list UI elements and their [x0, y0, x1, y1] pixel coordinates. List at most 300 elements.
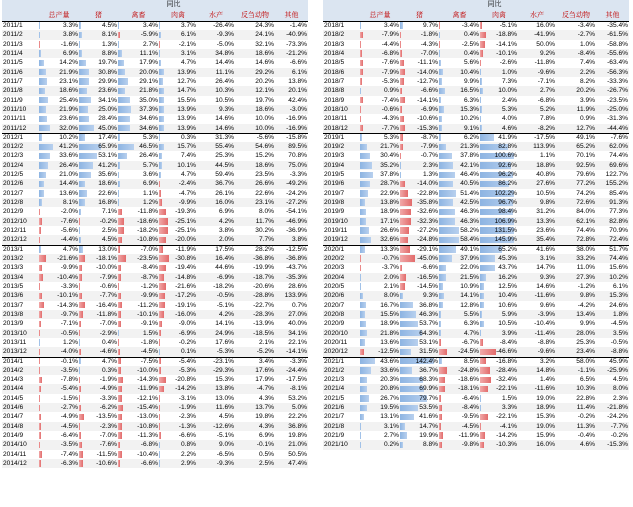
table-cell	[79, 282, 118, 291]
data-bar	[159, 265, 166, 272]
data-bar	[118, 32, 120, 39]
table-row	[2, 422, 308, 431]
data-bar	[39, 349, 40, 356]
cell-value: 11.1%	[215, 68, 234, 76]
cell-value: -3.4%	[577, 22, 595, 29]
cell-value: -55.6%	[607, 49, 628, 57]
data-bar	[39, 405, 40, 412]
cell-value: 26.1%	[215, 189, 234, 197]
table-cell	[118, 384, 159, 393]
data-bar	[439, 88, 445, 95]
cell-value: 9.9%	[579, 320, 595, 328]
table-cell	[480, 310, 518, 319]
table-cell	[400, 133, 439, 142]
data-bar	[79, 311, 83, 318]
table-cell	[79, 329, 118, 338]
data-bar	[400, 432, 407, 439]
table-cell	[439, 357, 480, 366]
cell-value: 19.7%	[98, 59, 117, 67]
table-cell	[197, 21, 235, 30]
data-bar	[159, 190, 161, 197]
cell-value: -3.7%	[381, 264, 399, 272]
table-cell	[197, 142, 235, 151]
cell-value: 3.8%	[218, 227, 234, 235]
data-bar	[480, 97, 481, 104]
cell-value: -4.0%	[60, 348, 78, 356]
table-cell	[556, 124, 596, 133]
data-bar	[118, 321, 121, 328]
data-bar	[39, 302, 44, 309]
data-bar	[79, 321, 81, 328]
data-bar	[400, 209, 411, 216]
cell-value: -17.2%	[175, 292, 196, 300]
cell-value: 30.2%	[255, 227, 274, 235]
data-bar	[400, 106, 402, 113]
table-cell	[197, 375, 235, 384]
table-cell	[518, 217, 556, 226]
table-cell	[235, 431, 275, 440]
table-cell	[596, 30, 629, 39]
data-bar	[39, 293, 42, 300]
table-row	[323, 49, 629, 58]
cell-value: -10.4%	[57, 273, 78, 281]
table-cell	[400, 384, 439, 393]
table-cell	[197, 291, 235, 300]
table-cell	[439, 68, 480, 77]
row-date: 2011/9	[3, 96, 23, 104]
table-cell	[39, 459, 79, 468]
cell-value: 65.9%	[98, 143, 117, 151]
cell-value: -14.5%	[417, 282, 438, 290]
cell-value: 13.1%	[380, 413, 399, 421]
cell-value: 10.5%	[536, 189, 555, 197]
cell-value: -29.3%	[213, 366, 234, 374]
data-bar	[118, 339, 119, 346]
table-cell	[596, 105, 629, 114]
data-bar	[159, 78, 163, 85]
table-cell	[360, 319, 400, 328]
table-cell	[360, 40, 400, 49]
table-cell	[275, 179, 308, 188]
table-cell	[518, 30, 556, 39]
column-header: 水产	[530, 12, 544, 19]
table-cell	[197, 105, 235, 114]
table-row	[323, 217, 629, 226]
table-cell	[197, 179, 235, 188]
table-cell	[518, 77, 556, 86]
data-bar	[39, 311, 42, 318]
data-bar	[480, 293, 484, 300]
table-cell	[439, 310, 480, 319]
column-header: 肉禽	[492, 12, 506, 19]
data-bar	[79, 302, 85, 309]
table-cell	[400, 58, 439, 67]
cell-value: -1.2%	[140, 282, 158, 290]
cell-value: -6.9%	[178, 329, 196, 337]
row-date: 2021/9	[324, 432, 345, 440]
table-cell	[275, 30, 308, 39]
table-cell	[439, 179, 480, 188]
table-cell	[360, 179, 400, 188]
cell-value: -26.7%	[607, 87, 628, 95]
cell-value: 4.5%	[612, 376, 628, 384]
table-cell	[118, 68, 159, 77]
cell-value: 10.2%	[460, 115, 479, 123]
cell-value: 16.0%	[215, 199, 234, 207]
cell-value: 43.7%	[498, 264, 517, 272]
table-row	[323, 40, 629, 49]
data-bar	[39, 432, 41, 439]
table-row	[323, 142, 629, 151]
table-cell	[39, 40, 79, 49]
table-cell	[79, 207, 118, 216]
table-cell	[596, 96, 629, 105]
cell-value: 16.0%	[536, 22, 555, 29]
data-bar	[480, 386, 488, 393]
table-cell	[439, 273, 480, 282]
cell-value: 11.0%	[576, 264, 595, 272]
cell-value: 9.8%	[579, 292, 595, 300]
table-cell	[275, 347, 308, 356]
cell-value: -10.1%	[137, 310, 158, 318]
data-bar	[159, 274, 164, 281]
cell-value: 20.8%	[380, 385, 399, 393]
table-cell	[159, 329, 197, 338]
table-cell	[79, 151, 118, 160]
data-bar	[400, 22, 403, 29]
data-bar	[39, 97, 48, 104]
data-bar	[39, 153, 50, 160]
cell-value: -8.1%	[289, 385, 307, 393]
table-cell	[480, 357, 518, 366]
table-cell	[360, 49, 400, 58]
table-cell	[556, 161, 596, 170]
data-bar	[118, 50, 122, 57]
cell-value: -5.6%	[256, 133, 274, 141]
table-cell	[79, 412, 118, 421]
cell-value: 41.6%	[419, 413, 438, 421]
cell-value: 100.6%	[494, 152, 517, 160]
data-bar	[159, 358, 161, 365]
cell-value: -4.6%	[99, 348, 117, 356]
cell-value: -0.5%	[60, 329, 78, 337]
cell-value: -6.6%	[420, 87, 438, 95]
cell-value: 26.4%	[59, 161, 78, 169]
table-cell	[360, 431, 400, 440]
cell-value: -3.1%	[178, 394, 196, 402]
data-bar	[480, 405, 481, 412]
cell-value: 46.3%	[460, 217, 479, 225]
data-bar	[400, 442, 403, 449]
table-cell	[235, 58, 275, 67]
cell-value: -3.9%	[537, 310, 555, 318]
data-bar	[79, 134, 85, 141]
row-date: 2013/1	[3, 245, 24, 253]
table-cell	[556, 384, 596, 393]
cell-value: -9.5%	[461, 413, 479, 421]
cell-value: 38.0%	[576, 245, 595, 253]
data-bar	[480, 283, 484, 290]
cell-value: -11.9%	[175, 245, 196, 253]
table-cell	[159, 189, 197, 198]
data-bar	[439, 311, 441, 318]
cell-value: -16.8%	[496, 357, 517, 365]
cell-value: 2.5%	[258, 460, 274, 468]
column-header: 水产	[209, 12, 223, 19]
data-bar	[79, 395, 80, 402]
data-bar	[118, 246, 120, 253]
cell-value: 4.5%	[101, 22, 117, 29]
table-cell	[79, 105, 118, 114]
table-row	[323, 30, 629, 39]
table-cell	[556, 338, 596, 347]
table-cell	[596, 254, 629, 263]
cell-value: 27.3%	[576, 273, 595, 281]
cell-value: 19.5%	[380, 404, 399, 412]
table-cell	[79, 422, 118, 431]
table-cell	[197, 68, 235, 77]
table-cell	[118, 198, 159, 207]
cell-value: 13.8%	[380, 199, 399, 207]
table-cell	[360, 310, 400, 319]
cell-value: -18.8%	[496, 31, 517, 39]
table-cell	[596, 431, 629, 440]
cell-value: 6.9%	[258, 432, 274, 440]
table-cell	[118, 161, 159, 170]
cell-value: 1.1%	[142, 189, 158, 197]
table-row	[2, 412, 308, 421]
table-cell	[518, 431, 556, 440]
table-cell	[556, 329, 596, 338]
cell-value: 1.3%	[101, 40, 117, 48]
table-cell	[159, 440, 197, 449]
table-cell	[596, 440, 629, 449]
table-cell	[518, 245, 556, 254]
data-bar	[159, 405, 160, 412]
data-bar	[118, 41, 119, 48]
data-bar	[79, 181, 85, 188]
table-row	[2, 245, 308, 254]
cell-value: -10.6%	[96, 460, 117, 468]
table-row	[323, 133, 629, 142]
data-bar	[118, 97, 130, 104]
table-cell	[39, 450, 79, 459]
table-cell	[235, 151, 275, 160]
cell-value: 10.4%	[460, 68, 479, 76]
table-cell	[400, 301, 439, 310]
cell-value: -36.8%	[253, 255, 274, 262]
cell-value: 0.4%	[101, 338, 117, 346]
table-cell	[556, 291, 596, 300]
cell-value: -21.2%	[286, 49, 307, 57]
cell-value: 41.9%	[498, 133, 517, 141]
table-cell	[439, 422, 480, 431]
cell-value: 21.9%	[59, 105, 78, 113]
row-date: 2018/6	[324, 68, 345, 76]
data-bar	[360, 32, 363, 39]
cell-value: -5.0%	[216, 40, 234, 48]
table-cell	[556, 347, 596, 356]
row-date: 2012/8	[3, 199, 24, 207]
cell-value: 23.6%	[536, 227, 555, 235]
cell-value: -4.9%	[99, 385, 117, 393]
table-cell	[439, 291, 480, 300]
table-cell	[275, 403, 308, 412]
table-cell	[197, 226, 235, 235]
cell-value: 21.7%	[380, 143, 399, 151]
data-bar	[39, 78, 47, 85]
cell-value: -3.3%	[99, 394, 117, 402]
table-cell	[79, 338, 118, 347]
table-cell	[275, 68, 308, 77]
cell-value: -29.1%	[417, 245, 438, 253]
table-cell	[159, 375, 197, 384]
cell-value: -2.3%	[178, 413, 196, 421]
table-cell	[235, 49, 275, 58]
table-cell	[518, 170, 556, 179]
table-row	[2, 40, 308, 49]
cell-value: 19.8%	[255, 413, 274, 421]
row-date: 2014/5	[3, 394, 24, 402]
table-cell	[360, 105, 400, 114]
data-bar	[480, 69, 481, 76]
cell-value: -1.6%	[60, 40, 78, 48]
table-cell	[118, 133, 159, 142]
cell-value: -7.9%	[381, 68, 399, 76]
table-cell	[275, 124, 308, 133]
cell-value: -7.4%	[60, 450, 78, 458]
cell-value: -1.9%	[99, 376, 117, 384]
data-bar	[400, 218, 411, 225]
cell-value: 14.1%	[460, 292, 479, 300]
data-bar	[480, 339, 483, 346]
data-bar	[439, 153, 452, 160]
cell-value: 20.1%	[288, 87, 307, 95]
cell-value: 5.3%	[501, 105, 517, 113]
data-bar	[159, 311, 164, 318]
table-cell	[79, 319, 118, 328]
data-bar	[39, 218, 42, 225]
cell-value: 22.8%	[576, 394, 595, 402]
cell-value: -18.1%	[458, 385, 479, 393]
table-row	[2, 394, 308, 403]
table-cell	[79, 459, 118, 468]
cell-value: 25.0%	[98, 105, 117, 113]
cell-value: -18.7%	[253, 273, 274, 281]
data-bar	[118, 414, 122, 421]
table-cell	[556, 207, 596, 216]
row-date: 2020/7	[324, 301, 345, 309]
cell-value: 70.9%	[609, 227, 628, 235]
table-cell	[480, 319, 518, 328]
data-bar	[159, 442, 160, 449]
data-bar	[118, 181, 120, 188]
table-cell	[235, 96, 275, 105]
table-cell	[235, 86, 275, 95]
data-bar	[360, 283, 361, 290]
table-cell	[39, 114, 79, 123]
cell-value: 6.5%	[579, 376, 595, 384]
cell-value: -17.5%	[286, 376, 307, 384]
data-bar	[360, 162, 372, 169]
cell-value: 17.5%	[215, 245, 234, 253]
row-date: 2013/6	[3, 292, 24, 300]
data-bar	[118, 283, 119, 290]
table-cell	[235, 310, 275, 319]
table-cell	[556, 217, 596, 226]
cell-value: 37.8%	[380, 171, 399, 179]
cell-value: -0.5%	[216, 292, 234, 300]
data-bar	[159, 414, 160, 421]
cell-value: 14.7%	[419, 422, 438, 430]
cell-value: 44.6%	[215, 264, 234, 272]
table-cell	[556, 30, 596, 39]
table-cell	[235, 273, 275, 282]
cell-value: 131.5%	[494, 227, 517, 235]
cell-value: 23.1%	[59, 77, 78, 85]
cell-value: 40.0%	[288, 320, 307, 328]
table-cell	[400, 310, 439, 319]
table-cell	[480, 21, 518, 30]
cell-value: -8.4%	[140, 264, 158, 272]
cell-value: 13.8%	[215, 385, 234, 393]
table-cell	[39, 403, 79, 412]
cell-value: -20.6%	[253, 282, 274, 290]
row-date: 2021/3	[324, 376, 345, 384]
cell-value: -5.3%	[381, 77, 399, 85]
table-cell	[480, 77, 518, 86]
data-bar	[79, 405, 81, 412]
cell-value: 10.3%	[215, 87, 234, 95]
table-cell	[439, 440, 480, 449]
cell-value: -7.7%	[610, 422, 628, 430]
table-2018-2021	[323, 0, 629, 507]
table-cell	[159, 161, 197, 170]
data-bar	[159, 181, 160, 188]
cell-value: 33.6%	[380, 366, 399, 374]
table-cell	[480, 170, 518, 179]
cell-value: 3.3%	[501, 404, 517, 412]
table-cell	[400, 329, 439, 338]
data-bar	[360, 367, 371, 374]
cell-value: 17.1%	[380, 217, 399, 225]
cell-value: 35.0%	[139, 96, 158, 104]
data-bar	[118, 386, 122, 393]
table-cell	[118, 114, 159, 123]
table-cell	[79, 86, 118, 95]
data-bar	[79, 190, 87, 197]
table-cell	[400, 412, 439, 421]
table-cell	[235, 384, 275, 393]
data-bar	[159, 69, 164, 76]
cell-value: 26.7%	[380, 394, 399, 402]
column-header: 禽畜	[131, 12, 146, 19]
cell-value: -7.4%	[381, 96, 399, 104]
cell-value: 14.4%	[215, 59, 234, 67]
table-cell	[518, 96, 556, 105]
table-cell	[79, 217, 118, 226]
cell-value: 22.6%	[255, 189, 274, 197]
data-bar	[480, 442, 484, 449]
data-bar	[159, 60, 161, 67]
table-cell	[518, 58, 556, 67]
cell-value: 15.5%	[380, 310, 399, 318]
table-row	[323, 198, 629, 207]
cell-value: 3.9%	[579, 96, 595, 104]
table-cell	[118, 49, 159, 58]
data-bar	[39, 172, 46, 179]
table-cell	[518, 226, 556, 235]
